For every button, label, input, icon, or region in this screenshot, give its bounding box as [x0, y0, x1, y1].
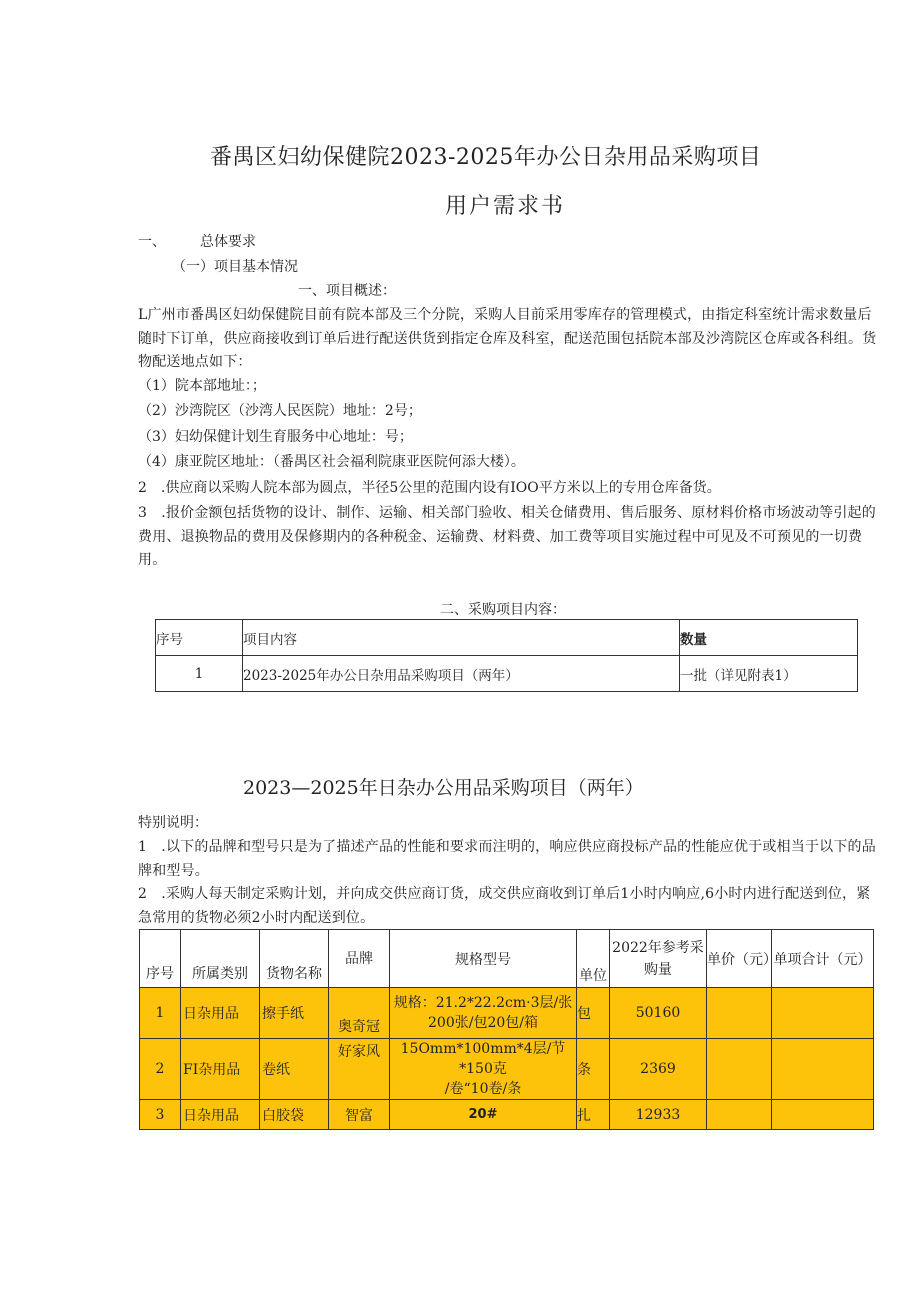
- table-row: [156, 656, 858, 692]
- page-subtitle: 用户需求书: [445, 194, 566, 219]
- spec-line: 规格：21.2*22.2cm·3层/张: [393, 995, 573, 1011]
- header-category: 所属类别: [181, 930, 260, 988]
- overview-paragraph: L广州市番禺区妇幼保健院目前有院本部及三个分院，采购人目前采用零库存的管理模式，由指定科室统计需求数量后随时下订单，供应商接收到订单后进行配送供货到指定仓库及科室，配送范围包括院本部及沙湾院区仓库或各科组。货物配送地点如下：: [138, 307, 877, 370]
- section-heading: 总体要求: [200, 234, 256, 250]
- header-seq: 序号: [140, 930, 181, 988]
- spec-line: 200张/包20包/箱: [428, 1015, 538, 1031]
- address-line: （3）妇幼保健计划生育服务中心地址：号；: [138, 429, 413, 445]
- cell-brand: 智富: [329, 1100, 390, 1130]
- cell-name: 白胶袋: [260, 1100, 329, 1130]
- address-line: （2）沙湾院区（沙湾人民医院）地址：2号；: [138, 403, 422, 419]
- header-quantity: 数量: [680, 620, 858, 656]
- table-row: [140, 988, 874, 1039]
- table-header-row: [156, 620, 858, 656]
- summary-table: [155, 619, 858, 692]
- cell-seq: 2: [140, 1039, 181, 1100]
- cell-brand: 奥奇冠: [329, 988, 390, 1039]
- cell-seq: 3: [140, 1100, 181, 1130]
- cell-reference-quantity: 12933: [610, 1100, 707, 1130]
- cell-brand: 好家风: [329, 1039, 390, 1100]
- header-brand: 品牌: [329, 930, 390, 988]
- note-item: 2 .采购人每天制定采购计划，并向成交供应商订货，成交供应商收到订单后1小时内响应,6小时内进行配送到位，紧急常用的货物必须2小时内配送到位。: [138, 886, 871, 926]
- cell-spec: [390, 1039, 577, 1100]
- table-row: [140, 1039, 874, 1100]
- cell-category: 日杂用品: [181, 988, 260, 1039]
- header-subtotal: 单项合计（元）: [772, 930, 874, 988]
- cell-category: 日杂用品: [181, 1100, 260, 1130]
- cell-unit: 扎: [577, 1100, 610, 1130]
- table-row: [140, 1100, 874, 1130]
- table-header-row: [140, 930, 874, 988]
- requirement-item: 3 .报价金额包括货物的设计、制作、运输、相关部门验收、相关仓储费用、售后服务、原材料价格市场波动等引起的费用、退换物品的费用及保修期内的各种税金、运输费、材料费、加工费等项目实施过程中可见及不可预见的一切费用。: [138, 505, 876, 568]
- address-line: （4）康亚院区地址：（番禺区社会福利院康亚医院何添大楼）。: [138, 454, 525, 470]
- cell-reference-quantity: 50160: [610, 988, 707, 1039]
- cell-seq: 1: [156, 656, 243, 692]
- cell-name: 卷纸: [260, 1039, 329, 1100]
- cell-subtotal: [772, 1039, 874, 1100]
- cell-reference-quantity: 2369: [610, 1039, 707, 1100]
- cell-subtotal: [772, 988, 874, 1039]
- cell-spec: 20#: [390, 1100, 577, 1130]
- cell-seq: 1: [140, 988, 181, 1039]
- spec-line: 15Omm*100mm*4层/节*150克: [400, 1041, 566, 1077]
- cell-unit-price: [707, 1100, 772, 1130]
- header-reference-quantity: 2022年参考采购量: [610, 930, 707, 988]
- cell-unit: 包: [577, 988, 610, 1039]
- header-content: 项目内容: [243, 620, 680, 656]
- cell-category: FI杂用品: [181, 1039, 260, 1100]
- header-unit: 单位: [577, 930, 610, 988]
- cell-unit-price: [707, 988, 772, 1039]
- goods-table: [139, 929, 874, 1130]
- section-number: 一、: [138, 234, 166, 250]
- notes-label: 特别说明：: [138, 815, 208, 831]
- page-title: 番禺区妇幼保健院2023-2025年办公日杂用品采购项目: [210, 145, 762, 170]
- cell-quantity: 一批（详见附表1）: [680, 656, 858, 692]
- header-name: 货物名称: [260, 930, 329, 988]
- overview-heading: 一、项目概述：: [298, 283, 396, 299]
- address-line: （1）院本部地址：；: [138, 378, 266, 394]
- cell-name: 擦手纸: [260, 988, 329, 1039]
- spec-line: /卷“10卷/条: [444, 1081, 522, 1097]
- note-item: 1 .以下的品牌和型号只是为了描述产品的性能和要求而注明的，响应供应商投标产品的性能应优于或相当于以下的品牌和型号。: [138, 839, 876, 879]
- cell-spec: [390, 988, 577, 1039]
- cell-unit-price: [707, 1039, 772, 1100]
- section-title: 2023—2025年日杂办公用品采购项目（两年）: [243, 777, 644, 799]
- requirement-item: 2 .供应商以采购人院本部为圆点，半径5公里的范围内设有IOO平方米以上的专用仓库备货。: [138, 480, 721, 496]
- header-spec: 规格型号: [390, 930, 577, 988]
- header-unit-price: 单价（元）: [707, 930, 772, 988]
- cell-unit: 条: [577, 1039, 610, 1100]
- subsection-heading: （一）项目基本情况: [172, 259, 298, 275]
- header-seq: 序号: [156, 620, 243, 656]
- content-heading: 二、采购项目内容：: [440, 602, 566, 618]
- cell-content: 2023-2025年办公日杂用品采购项目（两年）: [243, 656, 680, 692]
- cell-subtotal: [772, 1100, 874, 1130]
